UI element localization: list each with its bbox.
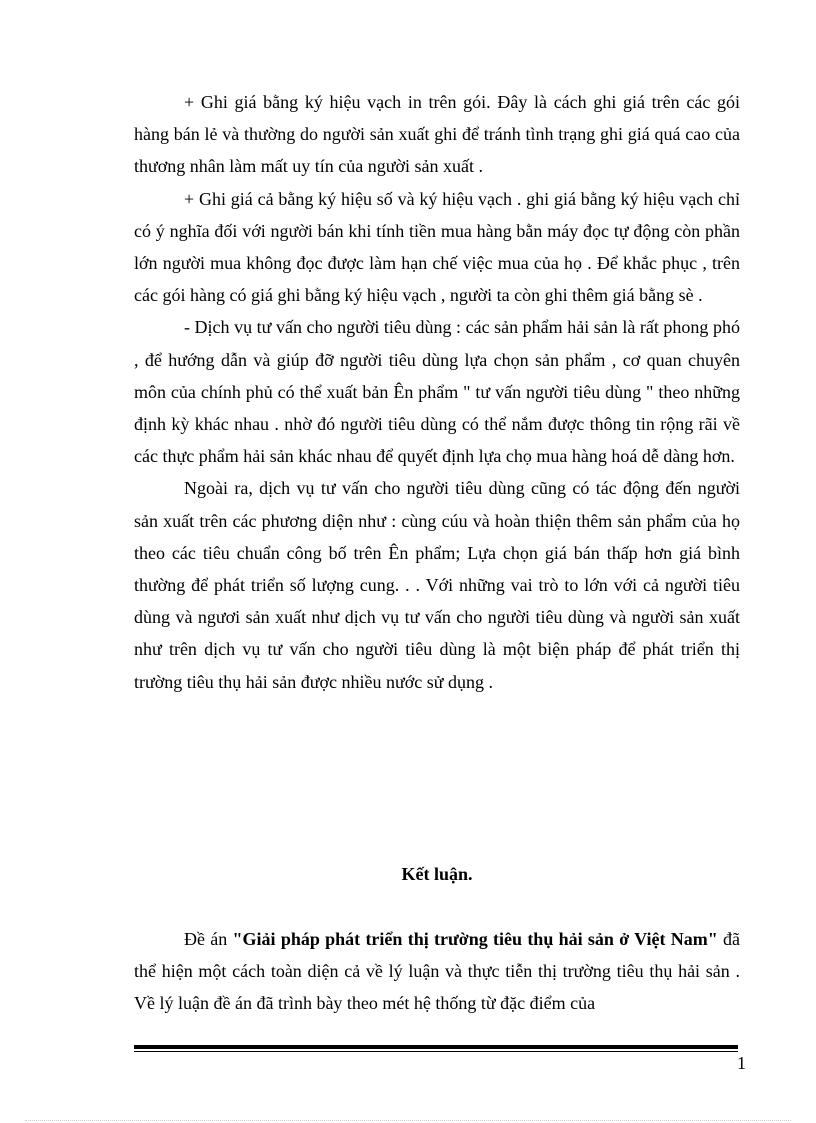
paragraph-consumer-advice: - Dịch vụ tư vấn cho người tiêu dùng : các sản phẩm hải sản là rất phong phó , để hướng dẫn và giúp đỡ người tiêu dùng lựa chọn sản phẩm , cơ quan chuyên môn của chính phủ có thể xuất bản Ên phẩm " tư vấn người tiêu dùng " theo những định kỳ khác nhau . nhờ đó người tiêu dùng có thể nắm được thông tin rộng rãi về các thực phẩm hải sản khác nhau để quyết định lựa chọ mua hàng hoá dễ dàng hơn. [134,317,740,467]
paragraph-barcode-price: + Ghi giá bằng ký hiệu vạch in trên gói. Đây là cách ghi giá trên các gói hàng bán lẻ và thường do người sản xuất ghi để tránh tình trạng ghi giá quá cao của thương nhân làm mất uy tín của người sản xuất . [134,92,740,177]
conclusion-rest: đã thể hiện một cách toàn diện cả về lý luận và thực tiễn thị trường tiêu thụ hải sản . Về lý luận đề án đã trình bày theo mét hệ thống từ đặc điểm của [134,929,740,1014]
paragraph-number-barcode-price: + Ghi giá cả bằng ký hiệu số và ký hiệu vạch . ghi giá bằng ký hiệu vạch chỉ có ý nghĩa đối với người bán khi tính tiền mua hàng bằn máy đọc tự động còn phần lớn người mua không đọc được làm hạn chế việc mua của họ . Để khắc phục , trên các gói hàng có giá ghi bằng ký hiệu vạch , người ta còn ghi thêm giá bằng sè . [134,188,740,306]
page-edge [25,1120,791,1121]
conclusion-paragraph [134,923,740,1020]
footer-rule-thin [134,1051,738,1052]
paragraph-producer-impact: Ngoài ra, dịch vụ tư vấn cho người tiêu dùng cũng có tác động đến người sản xuất trên các phương diện như : cùng cúu và hoàn thiện thêm sản phẩm của họ theo các tiêu chuẩn công bố trên Ên phẩm; Lựa chọn giá bán thấp hơn giá bình thường để phát triển số lượng cung. . . Với những vai trò to lớn với cả người tiêu dùng và ngươi sản xuất như dịch vụ tư vấn cho người tiêu dùng và người sản xuất như trên dịch vụ tư vấn cho người tiêu dùng là một biện pháp để phát triển thị trường tiêu thụ hải sản được nhiều nước sử dụng . [134,478,740,692]
conclusion-lead: Đề án [184,929,233,949]
body-text [134,86,740,698]
conclusion-section [134,923,740,1020]
footer-rule [134,1045,738,1049]
project-title: "Giải pháp phát triển thị trường tiêu thụ hải sản ở Việt Nam" [232,929,718,949]
conclusion-heading: Kết luận. [401,864,473,884]
page-number: 1 [737,1053,746,1073]
